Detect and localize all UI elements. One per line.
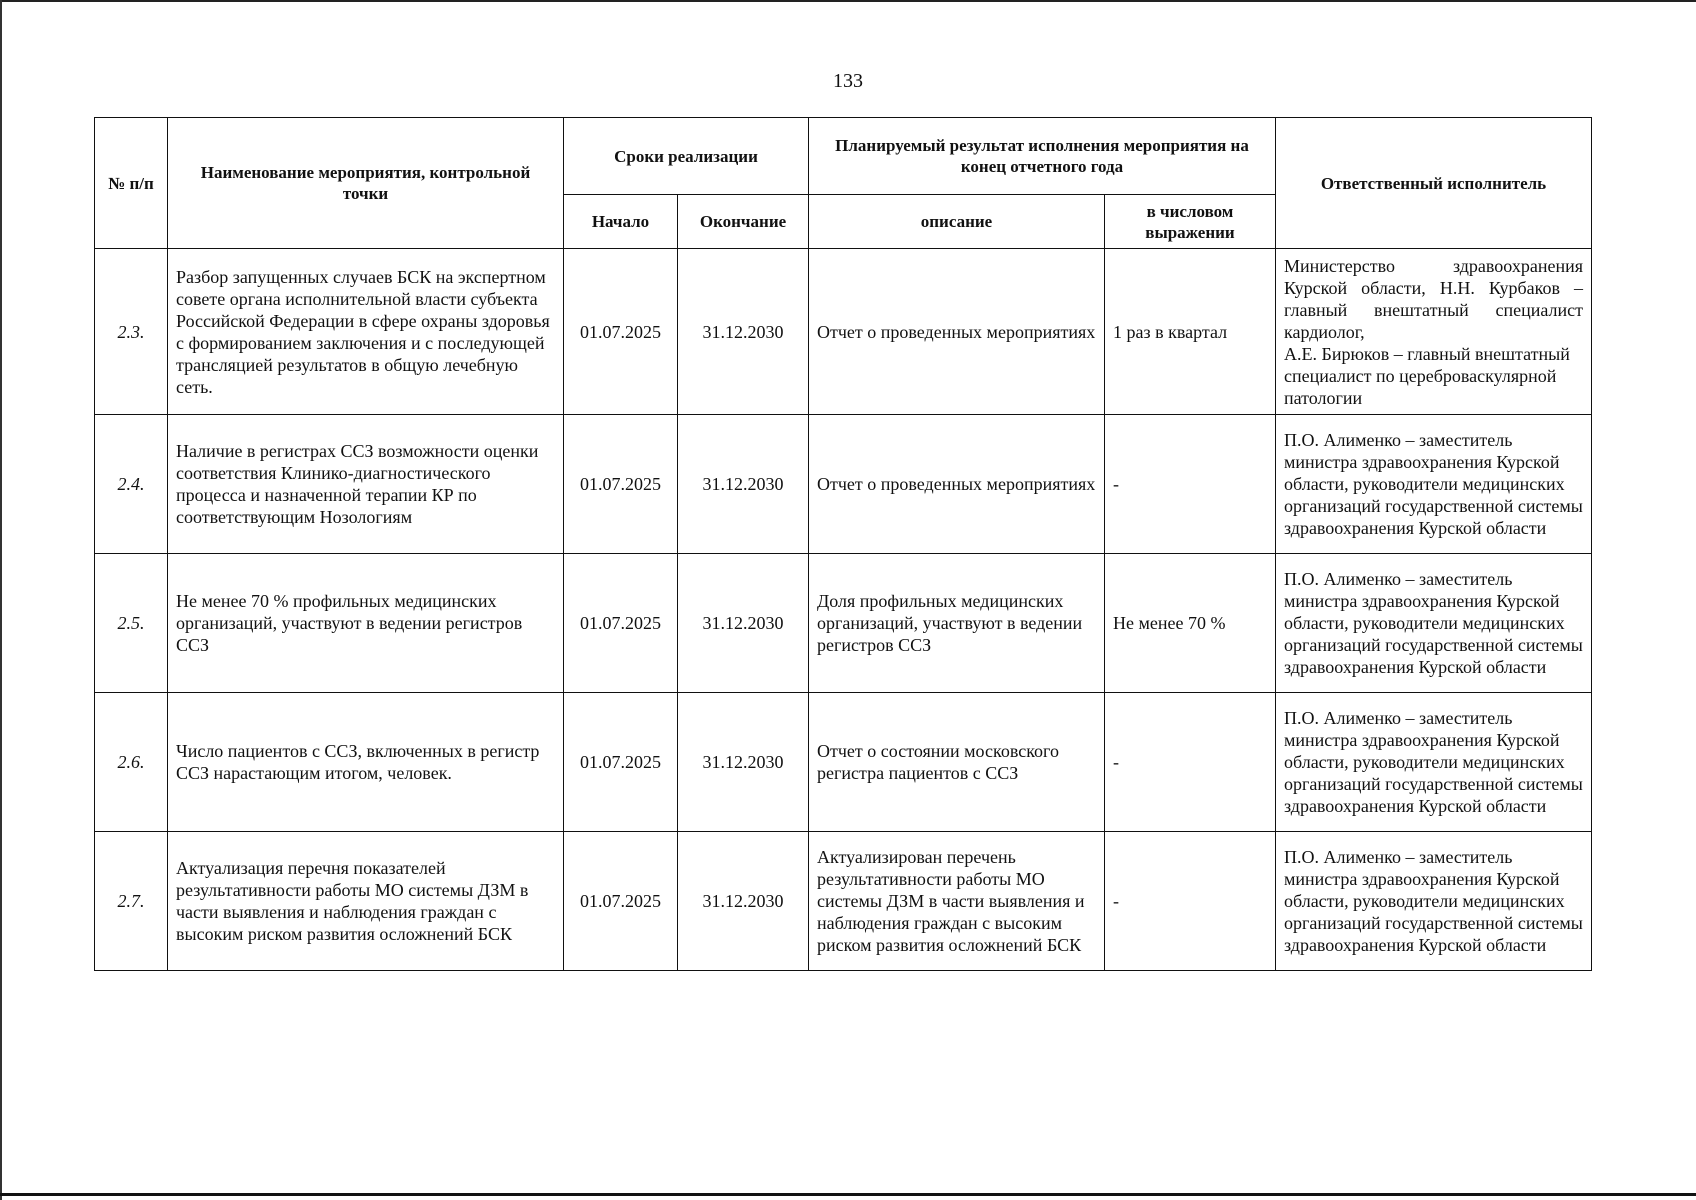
header-numeric: в числовом выражении xyxy=(1105,195,1276,249)
row-value: 1 раз в квартал xyxy=(1105,249,1276,415)
row-end: 31.12.2030 xyxy=(678,693,809,832)
row-value: Не менее 70 % xyxy=(1105,554,1276,693)
row-num: 2.4. xyxy=(95,415,168,554)
header-name: Наименование мероприятия, контрольной точки xyxy=(168,118,564,249)
row-description: Отчет о проведенных мероприятиях xyxy=(809,249,1105,415)
row-end: 31.12.2030 xyxy=(678,832,809,971)
row-num: 2.7. xyxy=(95,832,168,971)
row-name: Число пациентов с ССЗ, включенных в регистр ССЗ нарастающим итогом, человек. xyxy=(168,693,564,832)
row-value: - xyxy=(1105,415,1276,554)
table-row xyxy=(95,832,1592,971)
row-responsible xyxy=(1276,249,1592,415)
header-responsible: Ответственный исполнитель xyxy=(1276,118,1592,249)
row-name: Разбор запущенных случаев БСК на экспертном совете органа исполнительной власти субъекта Российской Федерации в сфере охраны здоровья с формированием заключения и с последующей трансляцией результатов в общую лечебную сеть. xyxy=(168,249,564,415)
scan-edge-bottom xyxy=(0,1193,1696,1196)
header-terms: Сроки реализации xyxy=(564,118,809,195)
row-start: 01.07.2025 xyxy=(564,249,678,415)
table-row xyxy=(95,249,1592,415)
row-responsible: П.О. Алименко – заместитель министра здравоохранения Курской области, руководители медицинских организаций государственной системы здравоохранения Курской области xyxy=(1276,415,1592,554)
row-num: 2.5. xyxy=(95,554,168,693)
row-name: Актуализация перечня показателей результативности работы МО системы ДЗМ в части выявления и наблюдения граждан с высоким риском развития осложнений БСК xyxy=(168,832,564,971)
row-responsible: П.О. Алименко – заместитель министра здравоохранения Курской области, руководители медицинских организаций государственной системы здравоохранения Курской области xyxy=(1276,554,1592,693)
row-description: Актуализирован перечень результативности работы МО системы ДЗМ в части выявления и наблюдения граждан с высоким риском развития осложнений БСК xyxy=(809,832,1105,971)
row-end: 31.12.2030 xyxy=(678,554,809,693)
row-description: Доля профильных медицинских организаций, участвуют в ведении регистров ССЗ xyxy=(809,554,1105,693)
row-name: Не менее 70 % профильных медицинских организаций, участвуют в ведении регистров ССЗ xyxy=(168,554,564,693)
row-description: Отчет о проведенных мероприятиях xyxy=(809,415,1105,554)
row-responsible: П.О. Алименко – заместитель министра здравоохранения Курской области, руководители медицинских организаций государственной системы здравоохранения Курской области xyxy=(1276,832,1592,971)
row-start: 01.07.2025 xyxy=(564,832,678,971)
row-responsible: П.О. Алименко – заместитель министра здравоохранения Курской области, руководители медицинских организаций государственной системы здравоохранения Курской области xyxy=(1276,693,1592,832)
header-start: Начало xyxy=(564,195,678,249)
table-row xyxy=(95,693,1592,832)
row-num: 2.3. xyxy=(95,249,168,415)
header-end: Окончание xyxy=(678,195,809,249)
table-row xyxy=(95,554,1592,693)
row-start: 01.07.2025 xyxy=(564,693,678,832)
header-description: описание xyxy=(809,195,1105,249)
header-result: Планируемый результат исполнения мероприятия на конец отчетного года xyxy=(809,118,1276,195)
row-start: 01.07.2025 xyxy=(564,415,678,554)
scan-edge-left xyxy=(0,0,2,1200)
row-end: 31.12.2030 xyxy=(678,249,809,415)
row-value: - xyxy=(1105,832,1276,971)
row-responsible-extra: А.Е. Бирюков – главный внештатный специалист по цереброваскулярной патологии xyxy=(1284,343,1570,408)
page-number: 133 xyxy=(833,70,863,92)
row-start: 01.07.2025 xyxy=(564,554,678,693)
row-value: - xyxy=(1105,693,1276,832)
row-responsible-main: Министерство здравоохранения Курской области, Н.Н. Курбаков – главный внештатный специалист кардиолог, xyxy=(1284,255,1583,342)
scan-edge-top xyxy=(0,0,1696,2)
activities-table xyxy=(94,117,1592,971)
table-row xyxy=(95,415,1592,554)
row-num: 2.6. xyxy=(95,693,168,832)
row-name: Наличие в регистрах ССЗ возможности оценки соответствия Клинико-диагностического процесса и назначенной терапии КР по соответствующим Нозологиям xyxy=(168,415,564,554)
table-header-row xyxy=(95,118,1592,195)
row-description: Отчет о состоянии московского регистра пациентов с ССЗ xyxy=(809,693,1105,832)
header-num: № п/п xyxy=(95,118,168,249)
row-end: 31.12.2030 xyxy=(678,415,809,554)
